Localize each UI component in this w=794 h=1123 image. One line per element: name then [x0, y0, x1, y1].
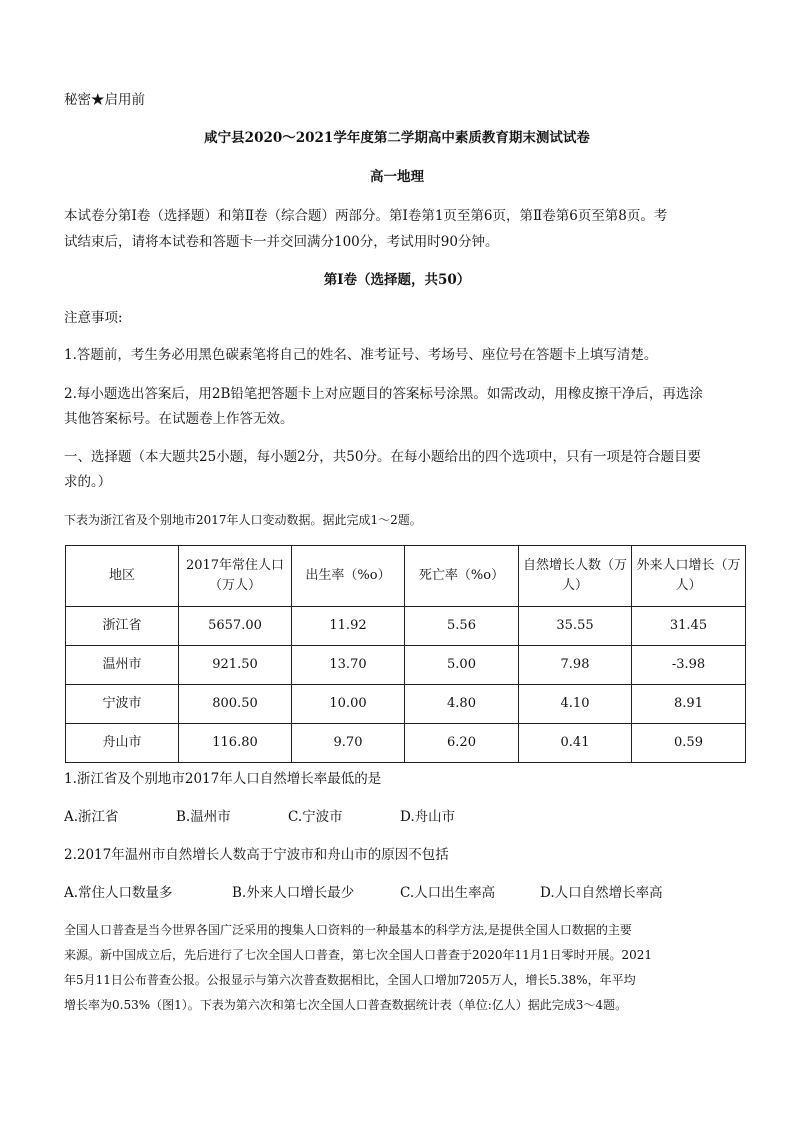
table-cell: 13.70 — [292, 646, 405, 685]
table-row — [66, 685, 746, 724]
population-table — [65, 545, 746, 763]
table-cell: 0.59 — [632, 724, 746, 763]
note-2-line-1: 2.每小题选出答案后，用2B铅笔把答题卡上对应题目的答案标号涂黑。如需改动，用橡皮擦干净后，再选涂 — [64, 386, 703, 402]
table-cell: 4.80 — [405, 685, 519, 724]
table-cell: 7.98 — [519, 646, 632, 685]
subject-title: 高一地理 — [370, 169, 424, 185]
table-cell: 温州市 — [66, 646, 179, 685]
note-1: 1.答题前，考生务必用黑色碳素笔将自己的姓名、准考证号、考场号、座位号在答题卡上填写清楚。 — [64, 347, 658, 363]
passage-line-3: 年5月11日公布普查公报。公报显示与第六次普查数据相比，全国人口增加7205万人，增长5.38%，年平均 — [64, 973, 636, 987]
table-cell: 宁波市 — [66, 685, 179, 724]
part1-line-2: 求的。） — [64, 474, 112, 490]
question-1-option-a: A.浙江省 — [64, 809, 119, 825]
table-row — [66, 607, 746, 646]
table-cell: 8.91 — [632, 685, 746, 724]
exam-title: 咸宁县2020～2021学年度第二学期高中素质教育期末测试试卷 — [204, 130, 590, 146]
table-cell: 31.45 — [632, 607, 746, 646]
table-row — [66, 724, 746, 763]
question-1-stem: 1.浙江省及个别地市2017年人口自然增长率最低的是 — [64, 771, 382, 787]
question-1-option-c: C.宁波市 — [288, 809, 343, 825]
question-2-stem: 2.2017年温州市自然增长人数高于宁波市和舟山市的原因不包括 — [64, 847, 449, 863]
table-cell: 浙江省 — [66, 607, 179, 646]
question-1-option-d: D.舟山市 — [400, 809, 456, 825]
question-2-option-d: D.人口自然增长率高 — [540, 885, 663, 901]
table-cell: -3.98 — [632, 646, 746, 685]
note-2-line-2: 其他答案标号。在试题卷上作答无效。 — [64, 411, 294, 427]
table-cell: 10.00 — [292, 685, 405, 724]
table-cell: 6.20 — [405, 724, 519, 763]
header-region: 地区 — [66, 546, 179, 607]
header-natural-increase: 自然增长人数（万人） — [519, 546, 632, 607]
table-cell: 35.55 — [519, 607, 632, 646]
table-cell: 4.10 — [519, 685, 632, 724]
passage-line-4: 增长率为0.53%（图1）。下表为第六次和第七次全国人口普查数据统计表（单位:亿人）据此完成3～4题。 — [64, 998, 628, 1012]
table-cell: 5.00 — [405, 646, 519, 685]
table-cell: 116.80 — [179, 724, 292, 763]
question-2-option-a: A.常住人口数量多 — [64, 885, 173, 901]
table-cell: 5657.00 — [179, 607, 292, 646]
header-migrant-increase: 外来人口增长（万人） — [632, 546, 746, 607]
header-birth-rate: 出生率（%o） — [292, 546, 405, 607]
passage-line-2: 来源。新中国成立后，先后进行了七次全国人口普查，第七次全国人口普查于2020年11月1日零时开展。2021 — [64, 948, 652, 962]
table-cell: 0.41 — [519, 724, 632, 763]
table-cell: 舟山市 — [66, 724, 179, 763]
header-population: 2017年常住人口（万人） — [179, 546, 292, 607]
table-cell: 5.56 — [405, 607, 519, 646]
intro-line-1: 本试卷分第Ⅰ卷（选择题）和第Ⅱ卷（综合题）两部分。第Ⅰ卷第1页至第6页，第Ⅱ卷第6页至第8页。考 — [64, 208, 668, 224]
intro-line-2: 试结束后，请将本试卷和答题卡一并交回满分100分，考试用时90分钟。 — [64, 234, 499, 250]
part1-line-1: 一、选择题（本大题共25小题，每小题2分，共50分。在每小题给出的四个选项中，只有一项是符合题目要 — [64, 449, 701, 465]
question-1-option-b: B.温州市 — [176, 809, 231, 825]
section-title: 第Ⅰ卷（选择题，共50） — [323, 272, 471, 288]
table-caption: 下表为浙江省及个别地市2017年人口变动数据。据此完成1～2题。 — [64, 513, 422, 527]
table-cell: 800.50 — [179, 685, 292, 724]
passage-line-1: 全国人口普查是当今世界各国广泛采用的搜集人口资料的一种最基本的科学方法,是提供全国人口数据的主要 — [64, 923, 632, 937]
notes-heading: 注意事项: — [64, 310, 123, 326]
table-row — [66, 646, 746, 685]
question-2-option-c: C.人口出生率高 — [400, 885, 496, 901]
table-cell: 11.92 — [292, 607, 405, 646]
table-cell: 921.50 — [179, 646, 292, 685]
question-2-option-b: B.外来人口增长最少 — [232, 885, 355, 901]
header-death-rate: 死亡率（%o） — [405, 546, 519, 607]
table-header-row — [66, 546, 746, 607]
secret-mark: 秘密★启用前 — [64, 92, 145, 108]
table-cell: 9.70 — [292, 724, 405, 763]
